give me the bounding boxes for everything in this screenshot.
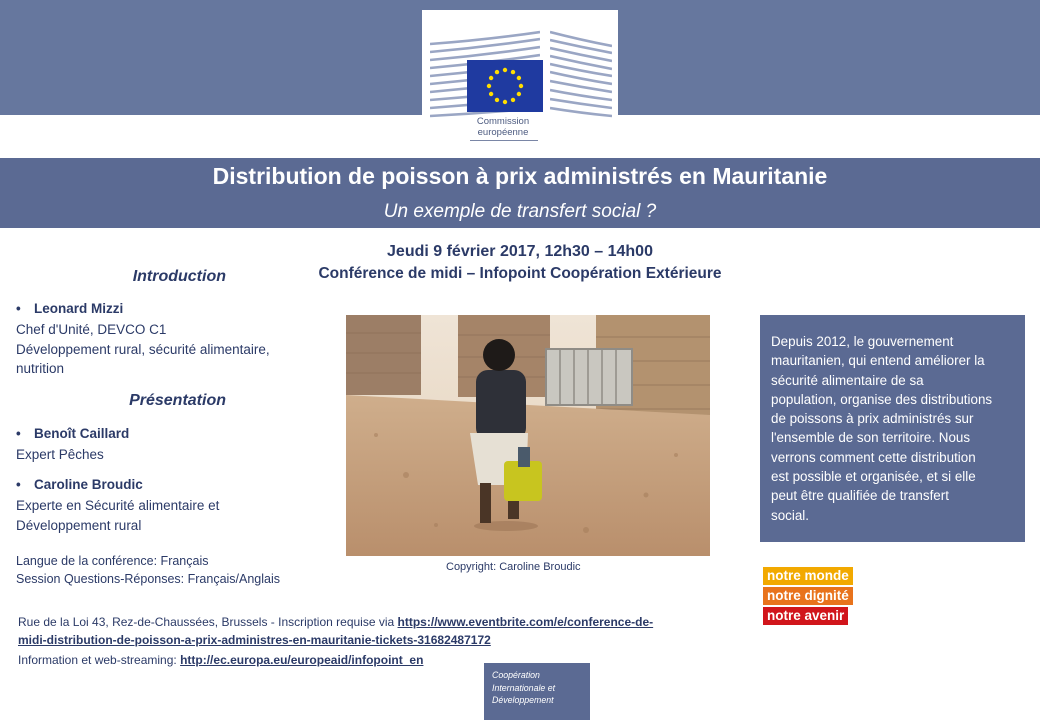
presentation-heading: Présentation: [129, 392, 226, 409]
description-line: population, organise des distributions: [771, 391, 993, 407]
commission-line-1: Commission: [476, 116, 530, 127]
photo-caption: Copyright: Caroline Broudic: [446, 561, 581, 573]
description-line: est possible et organisée, et si elle: [771, 469, 976, 485]
page-title: Distribution de poisson à prix administrés en Mauritanie: [212, 163, 828, 189]
tag-notre-dignite: notre dignité: [763, 587, 853, 605]
cooperation-box: [484, 663, 590, 720]
conference-language: Langue de la conférence: Français: [16, 554, 209, 568]
speaker-name: [16, 477, 143, 492]
tag-notre-avenir: notre avenir: [763, 607, 848, 625]
speaker-name: [16, 301, 123, 316]
speaker-name-text: Leonard Mizzi: [34, 301, 124, 316]
bullet: •: [16, 301, 21, 316]
cooperation-line-1: Coopération: [492, 670, 540, 680]
speaker-role: Développement rural, sécurité alimentaire,: [16, 341, 270, 357]
description-line: social.: [771, 507, 809, 523]
description-line: de poissons à prix administrés sur: [771, 411, 974, 427]
footer-link-line: [18, 633, 491, 647]
language-info: [16, 552, 280, 588]
page-subtitle: Un exemple de transfert social ?: [383, 201, 657, 222]
qa-language: Session Questions-Réponses: Français/Anglais: [16, 572, 281, 586]
description-line: peut être qualifiée de transfert: [771, 488, 949, 504]
info-label: Information et web-streaming:: [18, 653, 181, 667]
introduction-heading: Introduction: [132, 268, 226, 285]
cooperation-line-3: Développement: [492, 695, 554, 705]
bullet: •: [16, 477, 21, 492]
description-box: [760, 315, 1025, 542]
description-line: Depuis 2012, le gouvernement: [771, 334, 954, 349]
commission-name: [458, 116, 548, 138]
cooperation-line-2: Internationale et: [492, 682, 556, 693]
event-date: Jeudi 9 février 2017, 12h30 – 14h00: [387, 243, 653, 260]
footer-address-line: [18, 615, 653, 629]
speaker-name-text: Benoît Caillard: [34, 426, 130, 441]
speaker-name-text: Caroline Broudic: [34, 477, 143, 492]
description-line: sécurité alimentaire de sa: [771, 372, 924, 388]
speaker-role: Experte en Sécurité alimentaire et: [16, 498, 220, 513]
infopoint-link[interactable]: http://ec.europa.eu/europeaid/infopoint_en: [180, 653, 424, 667]
eu-flag-icon: [467, 60, 543, 112]
footer-info-line: [18, 653, 423, 667]
commission-line-2: européenne: [477, 127, 529, 138]
commission-building-right-icon: [550, 30, 612, 122]
logo-divider: [470, 140, 538, 141]
tag-notre-monde: notre monde: [763, 567, 853, 585]
description-line: verrons comment cette distribution: [771, 449, 976, 465]
speaker-roles: [16, 320, 270, 379]
speaker-role: Chef d'Unité, DEVCO C1: [16, 322, 167, 337]
registration-link-continued[interactable]: midi-distribution-de-poisson-a-prix-administres-en-mauritanie-tickets-31682487172: [18, 633, 491, 647]
speaker-role: nutrition: [16, 361, 65, 376]
bullet: •: [16, 426, 21, 441]
description-line: mauritanien, qui entend améliorer la: [771, 353, 985, 369]
speaker-roles: [16, 445, 104, 465]
speaker-role: Développement rural: [16, 517, 142, 533]
description-line: l'ensemble de son territoire. Nous: [771, 430, 971, 446]
speaker-roles: [16, 496, 219, 535]
event-photo: [346, 315, 710, 556]
event-venue: Conférence de midi – Infopoint Coopération Extérieure: [318, 265, 722, 282]
registration-link[interactable]: https://www.eventbrite.com/e/conference-de-: [397, 615, 654, 629]
footer-address: Rue de la Loi 43, Rez-de-Chaussées, Brussels - Inscription requise via: [18, 615, 398, 629]
speaker-role: Expert Pêches: [16, 447, 104, 462]
speaker-name: [16, 426, 129, 441]
